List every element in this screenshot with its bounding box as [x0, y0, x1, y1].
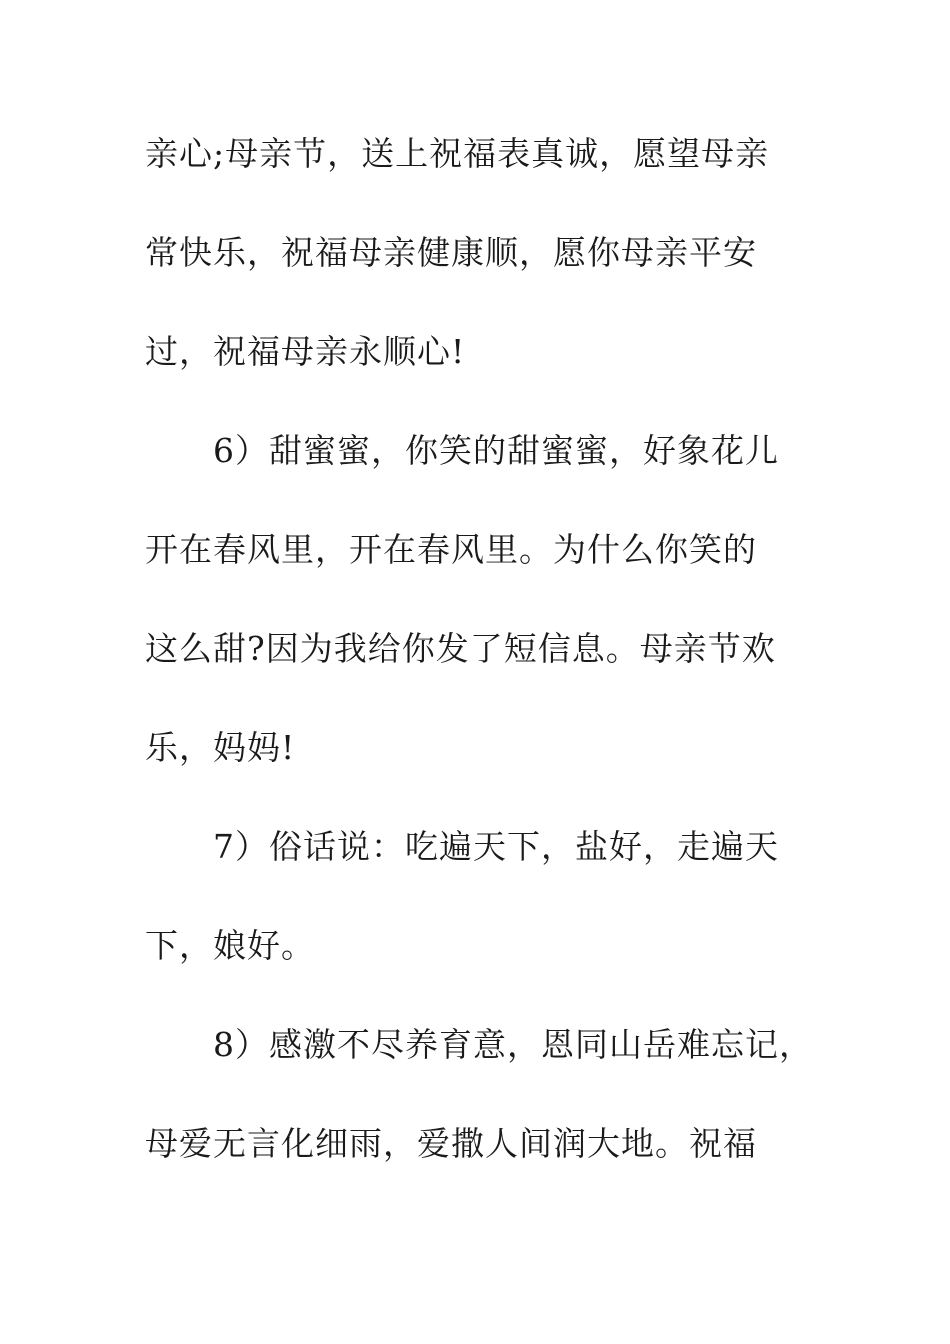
- text-line-6: 这么甜?因为我给你发了短信息。母亲节欢: [145, 629, 776, 668]
- text-line-2: 常快乐，祝福母亲健康顺，愿你母亲平安: [145, 233, 757, 272]
- text-line-7: 乐，妈妈!: [145, 728, 296, 767]
- text-line-4: 6）甜蜜蜜，你笑的甜蜜蜜，好象花儿: [213, 431, 779, 470]
- text-line-10: 8）感激不尽养育意，恩同山岳难忘记，: [213, 1025, 813, 1064]
- text-line-5: 开在春风里，开在春风里。为什么你笑的: [145, 530, 757, 569]
- text-line-11: 母爱无言化细雨，爱撒人间润大地。祝福: [145, 1124, 757, 1163]
- text-line-1: 亲心;母亲节，送上祝福表真诚，愿望母亲: [145, 134, 770, 173]
- text-line-8: 7）俗话说：吃遍天下，盐好，走遍天: [213, 827, 779, 866]
- text-line-3: 过，祝福母亲永顺心!: [145, 332, 466, 371]
- text-line-9: 下，娘好。: [145, 926, 315, 965]
